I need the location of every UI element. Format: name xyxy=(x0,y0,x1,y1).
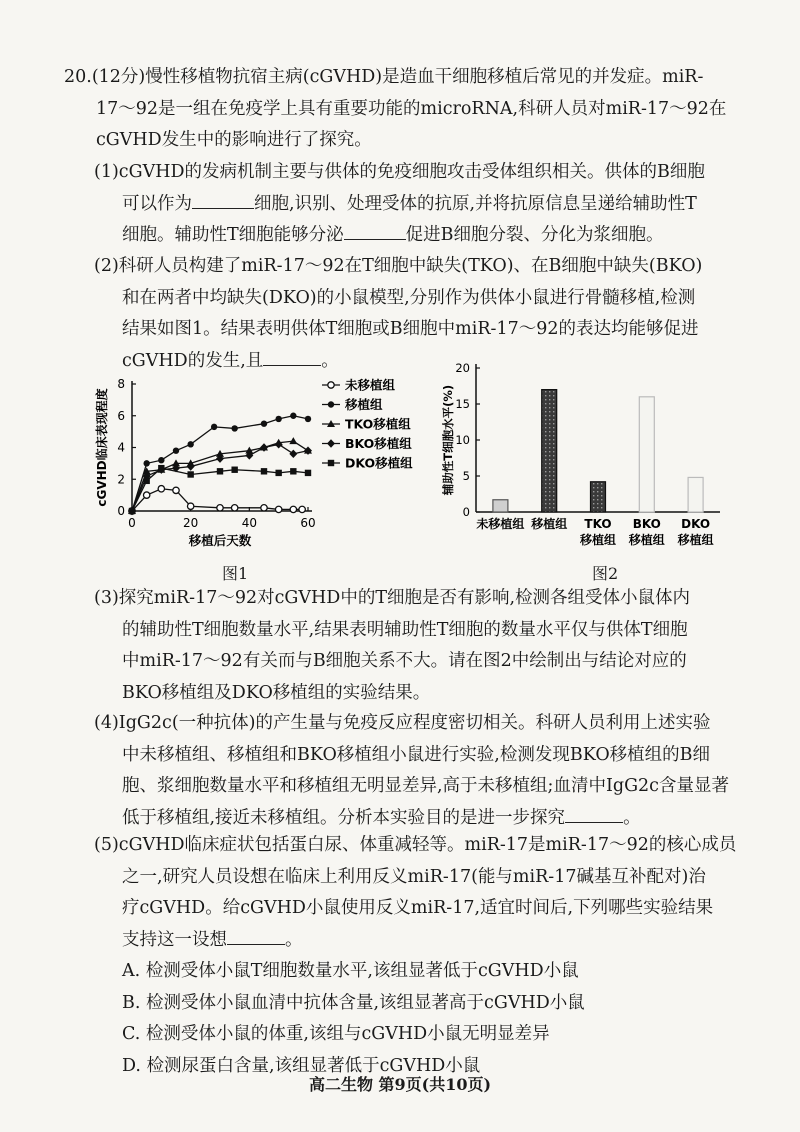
question-stem xyxy=(64,62,800,157)
category-label: BKO xyxy=(632,517,661,531)
category-label: 移植组 xyxy=(677,533,714,547)
answer-blank[interactable] xyxy=(344,221,406,240)
category-label: TKO xyxy=(584,517,612,531)
part3-line: BKO移植组及DKO移植组的实验结果。 xyxy=(122,682,431,703)
data-point xyxy=(187,503,193,509)
data-point xyxy=(261,420,267,426)
y-tick-label: 4 xyxy=(117,440,125,455)
option-d[interactable]: D. 检测尿蛋白含量,该组显著低于cGVHD小鼠 xyxy=(122,1055,481,1076)
figure-2-chart xyxy=(440,362,730,554)
data-point xyxy=(328,460,334,466)
y-tick-label: 2 xyxy=(117,472,125,487)
data-point xyxy=(290,506,296,512)
legend-label: 移植组 xyxy=(345,397,383,412)
option-c[interactable]: C. 检测受体小鼠的体重,该组与cGVHD小鼠无明显差异 xyxy=(122,1024,550,1044)
part1-text: 可以作为 xyxy=(122,193,192,214)
data-point xyxy=(289,450,297,458)
stem-line: 17～92是一组在免疫学上具有重要功能的microRNA,科研人员对miR-17～92在 xyxy=(96,98,727,119)
series-0 xyxy=(129,486,306,515)
part2-line: (2)科研人员构建了miR-17～92在T细胞中缺失(TKO)、在B细胞中缺失(BKO) xyxy=(94,256,703,276)
series-line xyxy=(132,416,308,511)
data-point xyxy=(129,508,135,514)
data-point xyxy=(290,413,296,419)
legend-label: TKO移植组 xyxy=(345,416,411,432)
part3-line: 中miR-17～92有关而与B细胞关系不大。请在图2中绘制出与结论对应的 xyxy=(122,651,687,671)
part1-line: (1)cGVHD的发病机制主要与供体的免疫细胞攻击受体组织相关。供体的B细胞 xyxy=(94,162,705,182)
data-point xyxy=(158,465,164,471)
y-tick-label: 10 xyxy=(455,433,470,447)
y-tick-label: 0 xyxy=(117,504,125,518)
bar-移植组 xyxy=(542,390,557,512)
data-point xyxy=(275,506,281,512)
part4-line: 胞、浆细胞数量水平和移植组无明显差异,高于未移植组;血清中IgG2c含量显著 xyxy=(122,776,729,796)
answer-blank[interactable] xyxy=(192,190,254,209)
data-point xyxy=(143,478,149,484)
stem-line: cGVHD发生中的影响进行了探究。 xyxy=(96,130,372,150)
data-point xyxy=(231,467,237,473)
category-label: 移植组 xyxy=(628,533,665,547)
part2-line: 和在两者中均缺失(DKO)的小鼠模型,分别作为供体小鼠进行骨髓移植,检测 xyxy=(122,287,696,308)
category-label: 移植组 xyxy=(531,517,568,531)
data-point xyxy=(327,439,335,447)
part4-text: 低于移植组,接近未移植组。分析本实验目的是进一步探究 xyxy=(122,807,566,828)
figure-1-caption: 图1 xyxy=(222,564,249,583)
part-3 xyxy=(94,583,800,709)
legend-label: 未移植组 xyxy=(345,377,396,393)
answer-blank[interactable] xyxy=(227,926,285,945)
part3-line: 的辅助性T细胞数量水平,结果表明辅助性T细胞的数量水平仅与供体T细胞 xyxy=(122,619,688,640)
part2-line: 结果如图1。结果表明供体T细胞或B细胞中miR-17～92的表达均能够促进 xyxy=(122,319,699,339)
y-tick-label: 0 xyxy=(462,505,470,519)
part4-line: 中未移植组、移植组和BKO移植组小鼠进行实验,检测发现BKO移植组的B细 xyxy=(122,744,711,765)
part-1 xyxy=(94,157,800,252)
data-point xyxy=(143,460,149,466)
part1-text: 细胞。辅助性T细胞能够分泌 xyxy=(122,225,344,245)
option-a[interactable]: A. 检测受体小鼠T细胞数量水平,该组显著低于cGVHD小鼠 xyxy=(122,961,579,981)
data-point xyxy=(143,492,149,498)
data-point xyxy=(261,505,267,511)
legend-label: BKO移植组 xyxy=(345,436,412,451)
part5-text: 。 xyxy=(285,929,303,950)
category-label: 移植组 xyxy=(579,533,617,547)
bar-BKO移植组 xyxy=(639,397,654,512)
y-axis-label: 辅助性T细胞水平(%) xyxy=(441,384,455,496)
x-tick-label: 0 xyxy=(128,516,136,530)
x-tick-label: 40 xyxy=(241,516,257,530)
legend-label: DKO移植组 xyxy=(345,455,413,471)
part4-line: (4)IgG2c(一种抗体)的产生量与免疫反应程度密切相关。科研人员利用上述实验 xyxy=(94,713,711,733)
part2-text: 。 xyxy=(321,350,339,371)
part3-line: (3)探究miR-17～92对cGVHD中的T细胞是否有影响,检测各组受体小鼠体内 xyxy=(94,588,691,608)
category-label: DKO xyxy=(681,517,711,531)
part5-line xyxy=(94,925,800,957)
answer-blank[interactable] xyxy=(565,804,623,823)
part-5 xyxy=(94,830,800,1082)
data-point xyxy=(305,470,311,476)
y-axis-label: cGVHD临床表现程度 xyxy=(95,388,109,507)
part4-text: 。 xyxy=(623,807,641,828)
answer-blank[interactable] xyxy=(263,347,321,366)
series-1 xyxy=(129,413,311,515)
data-point xyxy=(231,425,237,431)
data-point xyxy=(187,441,193,447)
option-b[interactable]: B. 检测受体小鼠血清中抗体含量,该组显著高于cGVHD小鼠 xyxy=(122,992,585,1013)
data-point xyxy=(173,487,179,493)
data-point xyxy=(328,382,334,388)
data-point xyxy=(305,416,311,422)
data-point xyxy=(231,505,237,511)
bar-TKO移植组 xyxy=(591,482,606,512)
y-tick-label: 8 xyxy=(117,377,125,391)
data-point xyxy=(290,468,296,474)
part1-text: 促进B细胞分裂、分化为浆细胞。 xyxy=(405,225,664,245)
data-point xyxy=(217,468,223,474)
part1-text: 细胞,识别、处理受体的抗原,并将抗原信息呈递给辅助性T xyxy=(254,193,697,214)
y-tick-label: 20 xyxy=(455,362,470,375)
data-point xyxy=(261,468,267,474)
page-footer: 高二生物 第9页(共10页) xyxy=(308,1075,492,1094)
part5-line: 疗cGVHD。给cGVHD小鼠使用反义miR-17,适宜时间后,下列哪些实验结果 xyxy=(122,898,714,918)
data-point xyxy=(289,437,297,444)
y-tick-label: 6 xyxy=(117,408,125,423)
part-4 xyxy=(94,708,800,834)
data-point xyxy=(275,470,281,476)
figure-1-chart xyxy=(94,365,434,575)
part1-line xyxy=(94,220,800,252)
bar-DKO移植组 xyxy=(688,477,703,512)
part1-line xyxy=(94,189,800,221)
category-label: 未移植组 xyxy=(476,517,525,531)
data-point xyxy=(158,486,164,492)
part-2 xyxy=(94,251,800,377)
data-point xyxy=(173,447,179,453)
data-point xyxy=(275,416,281,422)
part5-line: (5)cGVHD临床症状包括蛋白尿、体重减轻等。miR-17是miR-17～92的核心成员 xyxy=(94,835,737,855)
data-point xyxy=(211,424,217,430)
figure-2-caption: 图2 xyxy=(592,564,619,583)
x-tick-label: 20 xyxy=(183,516,199,530)
data-point xyxy=(275,440,283,448)
stem-line: 20.(12分)慢性移植物抗宿主病(cGVHD)是造血干细胞移植后常见的并发症。miR- xyxy=(64,67,704,87)
data-point xyxy=(299,506,305,512)
data-point xyxy=(187,471,193,477)
data-point xyxy=(217,505,223,511)
x-tick-label: 60 xyxy=(300,516,316,530)
part5-text: 支持这一设想 xyxy=(122,929,227,950)
y-tick-label: 15 xyxy=(455,397,470,411)
data-point xyxy=(328,401,334,407)
part2-text: cGVHD的发生,且 xyxy=(122,350,264,371)
bar-未移植组 xyxy=(493,500,508,512)
part5-line: 之一,研究人员设想在临床上利用反义miR-17(能与miR-17碱基互补配对)治 xyxy=(122,866,706,887)
y-tick-label: 5 xyxy=(462,469,470,483)
x-axis-label: 移植后天数 xyxy=(188,533,252,548)
data-point xyxy=(158,457,164,463)
